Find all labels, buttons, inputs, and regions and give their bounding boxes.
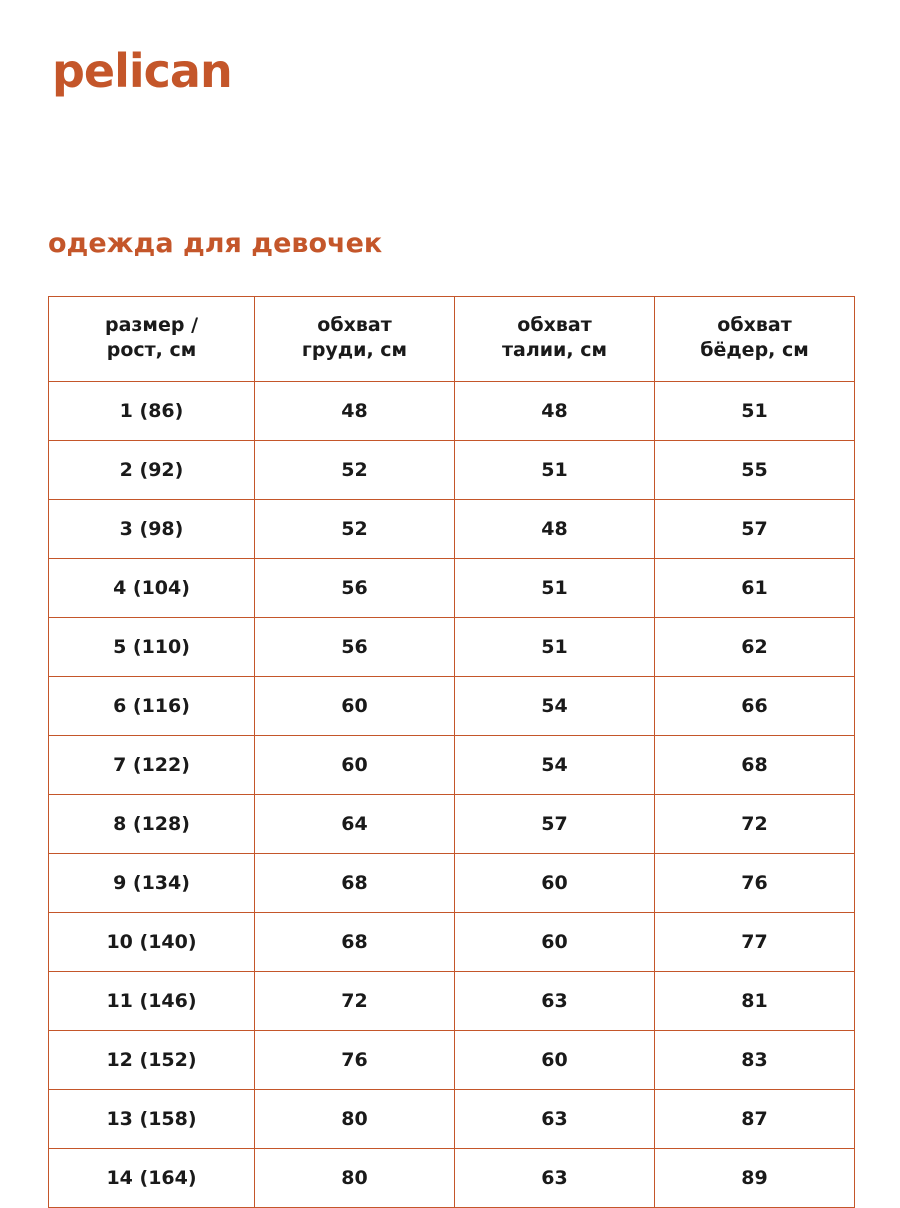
cell-chest: 76 <box>255 1031 455 1090</box>
table-body <box>49 382 855 1208</box>
cell-hips: 51 <box>655 382 855 441</box>
cell-waist: 54 <box>455 677 655 736</box>
column-header-hips <box>655 297 855 382</box>
cell-waist: 63 <box>455 972 655 1031</box>
table-row <box>49 382 855 441</box>
cell-size: 7 (122) <box>49 736 255 795</box>
table-row <box>49 559 855 618</box>
cell-waist: 51 <box>455 559 655 618</box>
table-row <box>49 972 855 1031</box>
cell-chest: 56 <box>255 618 455 677</box>
cell-size: 8 (128) <box>49 795 255 854</box>
column-header-waist <box>455 297 655 382</box>
cell-chest: 68 <box>255 854 455 913</box>
cell-hips: 57 <box>655 500 855 559</box>
cell-waist: 51 <box>455 441 655 500</box>
table-header-row <box>49 297 855 382</box>
cell-chest: 60 <box>255 736 455 795</box>
cell-hips: 77 <box>655 913 855 972</box>
cell-hips: 61 <box>655 559 855 618</box>
cell-chest: 52 <box>255 441 455 500</box>
cell-size: 5 (110) <box>49 618 255 677</box>
column-header-chest-line2: груди, см <box>301 339 408 361</box>
column-header-size-line1: размер / <box>104 313 199 336</box>
cell-hips: 83 <box>655 1031 855 1090</box>
cell-chest: 72 <box>255 972 455 1031</box>
table-row <box>49 500 855 559</box>
table-row <box>49 618 855 677</box>
cell-size: 3 (98) <box>49 500 255 559</box>
cell-hips: 87 <box>655 1090 855 1149</box>
cell-chest: 52 <box>255 500 455 559</box>
cell-chest: 80 <box>255 1090 455 1149</box>
cell-chest: 48 <box>255 382 455 441</box>
cell-chest: 56 <box>255 559 455 618</box>
cell-waist: 51 <box>455 618 655 677</box>
table-row <box>49 913 855 972</box>
cell-size: 10 (140) <box>49 913 255 972</box>
cell-size: 12 (152) <box>49 1031 255 1090</box>
column-header-hips-line1: обхват <box>717 313 792 336</box>
cell-waist: 48 <box>455 382 655 441</box>
column-header-hips-line2: бёдер, см <box>700 339 809 361</box>
table-row <box>49 854 855 913</box>
column-header-size <box>49 297 255 382</box>
cell-waist: 60 <box>455 913 655 972</box>
column-header-chest-line1: обхват <box>317 313 392 336</box>
cell-waist: 63 <box>455 1149 655 1208</box>
cell-chest: 68 <box>255 913 455 972</box>
column-header-chest <box>255 297 455 382</box>
cell-hips: 68 <box>655 736 855 795</box>
cell-chest: 64 <box>255 795 455 854</box>
cell-size: 2 (92) <box>49 441 255 500</box>
cell-waist: 60 <box>455 1031 655 1090</box>
cell-size: 1 (86) <box>49 382 255 441</box>
cell-waist: 63 <box>455 1090 655 1149</box>
cell-hips: 55 <box>655 441 855 500</box>
cell-size: 11 (146) <box>49 972 255 1031</box>
cell-hips: 76 <box>655 854 855 913</box>
table-row <box>49 1090 855 1149</box>
column-header-waist-line2: талии, см <box>501 339 607 361</box>
cell-size: 14 (164) <box>49 1149 255 1208</box>
cell-size: 4 (104) <box>49 559 255 618</box>
table-row <box>49 441 855 500</box>
cell-waist: 60 <box>455 854 655 913</box>
cell-waist: 57 <box>455 795 655 854</box>
table-row <box>49 795 855 854</box>
cell-size: 9 (134) <box>49 854 255 913</box>
cell-size: 6 (116) <box>49 677 255 736</box>
cell-hips: 66 <box>655 677 855 736</box>
column-header-waist-line1: обхват <box>517 313 592 336</box>
cell-hips: 62 <box>655 618 855 677</box>
cell-waist: 48 <box>455 500 655 559</box>
size-table <box>48 296 855 1208</box>
table-row <box>49 736 855 795</box>
table-row <box>49 677 855 736</box>
table-header <box>49 297 855 382</box>
cell-chest: 80 <box>255 1149 455 1208</box>
cell-hips: 72 <box>655 795 855 854</box>
column-header-size-line2: рост, см <box>106 339 197 361</box>
table-row <box>49 1031 855 1090</box>
page-title: одежда для девочек <box>48 228 383 259</box>
cell-size: 13 (158) <box>49 1090 255 1149</box>
cell-hips: 81 <box>655 972 855 1031</box>
cell-hips: 89 <box>655 1149 855 1208</box>
cell-chest: 60 <box>255 677 455 736</box>
table-row <box>49 1149 855 1208</box>
brand-logo: pelican <box>52 44 232 98</box>
cell-waist: 54 <box>455 736 655 795</box>
